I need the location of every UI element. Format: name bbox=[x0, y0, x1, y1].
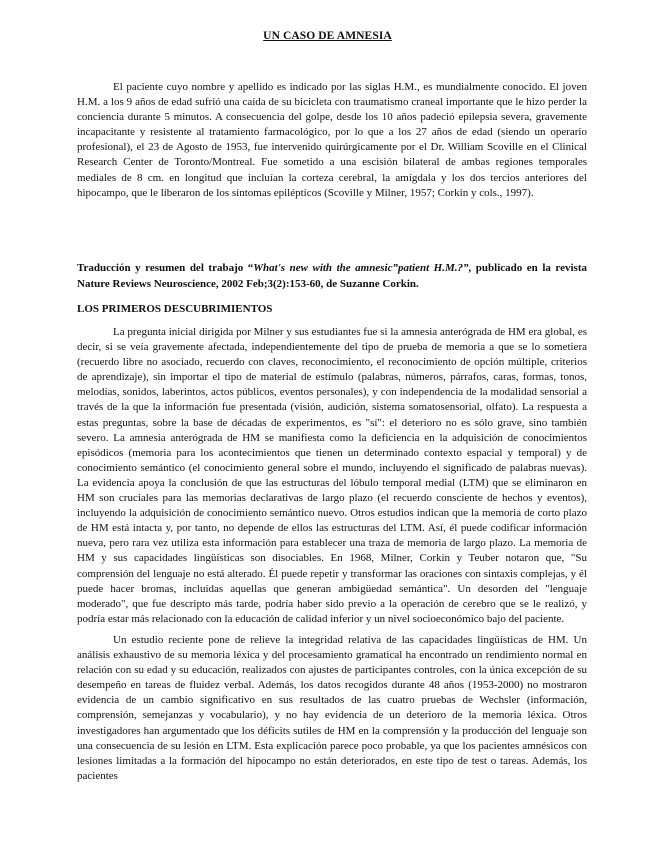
translation-work-title: What's new with the amnesic”patient H.M.?” bbox=[253, 262, 469, 274]
body-paragraph-2: Un estudio reciente pone de relieve la integridad relativa de las capacidades lingüísticas de HM. Un análisis exhaustivo de su memoria léxica y del procesamiento gramatical ha encontrado un rendimiento normal en relación con su edad y su educación, realizados con ajustes de participantes controles, con la única excepción de su desempeño en tareas de fluidez verbal. Además, los datos recogidos durante 48 años (1953-2000) no mostraron evidencia de un cambio significativo en sus resultados de las cuatro pruebas de Wechsler (información, comprensión, semejanzas y vocabulario), y no hay evidencia de un deterioro de la memoria léxica. Otros investigadores han argumentado que los déficits sutiles de HM en la comprensión y la producción del lenguaje son una consecuencia de su lesión en LTM. Esta explicación parece poco probable, ya que los pacientes amnésicos con lesiones limitadas a la formación del hipocampo no están deteriorados, en este tipo de test o tareas. Además, los pacientes bbox=[77, 634, 587, 782]
section-heading: LOS PRIMEROS DESCUBRIMIENTOS bbox=[77, 303, 273, 315]
body-paragraph-1: La pregunta inicial dirigida por Milner y sus estudiantes fue si la amnesia anterógrada de HM era global, es decir, si se veía gravemente afectada, independientemente del tipo de prueba de memoria a que se lo sometiera (recuerdo libre no asociado, recuerdo con claves, reconocimiento, el reconocimiento de opción múltiple, criterios de aprendizaje), sin importar el tipo de material de estímulo (palabras, números, párrafos, caras, formas, tonos, melodías, sonidos, laberintos, actos públicos, eventos personales), y con independencia de la modalidad sensorial a través de la que la información fue presentada (visión, audición, sistema somatosensorial, olfato). La respuesta a estas preguntas, sobre la base de décadas de experimentos, es "sí": el deterioro no es sólo grave, sino también severo. La amnesia anterógrada de HM se manifiesta como la deficiencia en la adquisición de conocimientos episódicos (memoria para los acontecimientos que tienen un determinado contexto espacial y temporal) y de conocimiento semántico (el conocimiento general sobre el mundo, incluyendo el significado de palabras nuevas). La evidencia apoya la conclusión de que las estructuras del lóbulo temporal medial (LTM) que se eliminaron en HM son cruciales para las memorias declarativas de largo plazo (el recuerdo consciente de hechos y eventos), incluyendo la adquisición de conocimiento semántico nuevo. Otros estudios indican que la memoria de corto plazo de HM está intacta y, por tanto, no depende de ellos las estructuras del LTM. Así, él puede codificar información nueva, pero rara vez utiliza esta información para establecer una traza de memoria de largo plazo. La memoria de HM y sus capacidades lingüísticas son disociables. En 1968, Milner, Corkin y Teuber notaron que, "Su comprensión del lenguaje no está alterado. Él puede repetir y transformar las oraciones con sintaxis complejas, y él puede hacer bromas, incluidas aquellas que generan ambigüedad semántica". Un desorden del "lenguaje moderado", que fue descripto más tarde, podría haber sido previo a la operación de cerebro que se le realizó, y podría estar más relacionado con la educación de calidad inferior y un nivel socioeconómico bajo del paciente. bbox=[77, 326, 587, 625]
intro-paragraph: El paciente cuyo nombre y apellido es indicado por las siglas H.M., es mundialmente conocido. El joven H.M. a los 9 años de edad sufrió una caída de su bicicleta con traumatismo craneal importante que le hizo perder la conciencia durante 5 minutos. A consecuencia del golpe, desde los 10 años padeció epilepsia severa, gravemente incapacitante y resistente al tratamiento farmacológico, por lo que a los 27 años de edad (siendo un operario profesional), el 23 de Agosto de 1953, fue intervenido quirúrgicamente por el Dr. William Scoville en el Clinical Research Center de Toronto/Montreal. Fue sometido a una escisión bilateral de ambas regiones temporales mediales de 8 cm. en longitud que incluían la corteza cerebral, la amígdala y los dos tercios anteriores del hipocampo, que le liberaron de los síntomas epilépticos (Scoville y Milner, 1957; Corkin y cols., 1997). bbox=[77, 81, 587, 199]
translation-prefix: Traducción y resumen del trabajo “ bbox=[77, 262, 254, 274]
document-title: UN CASO DE AMNESIA bbox=[263, 30, 392, 42]
translation-note bbox=[77, 261, 587, 292]
translation-suffix: , publicado en la revista Nature Reviews Neuroscience, 2002 Feb;3(2):153-60, de Suzanne Corkin. bbox=[77, 262, 587, 290]
